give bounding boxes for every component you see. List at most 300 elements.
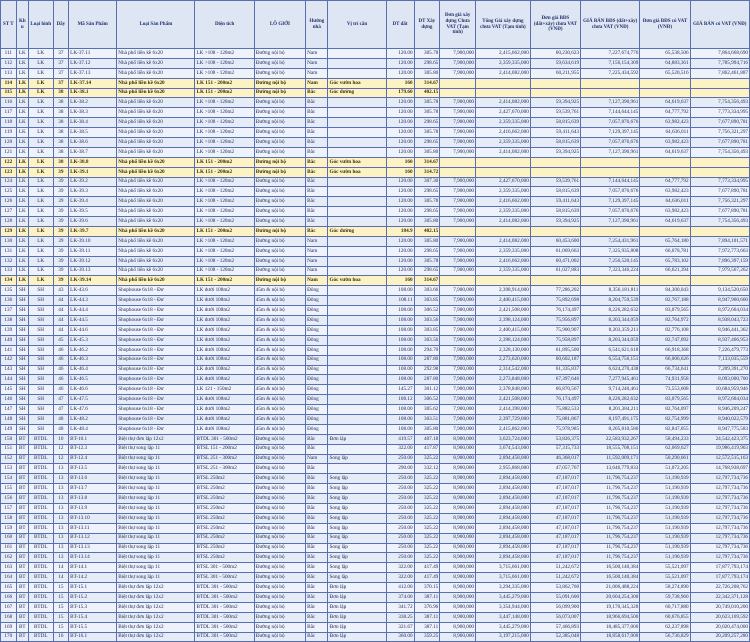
cell-huong: Đông [306,296,328,306]
cell-tonggia: 3,715,661,000 [476,573,531,583]
cell-tonggia: 3,294,335,000 [476,583,531,593]
cell-ma: LK-44.5 [69,316,117,326]
cell-huong: Bắc [306,533,328,543]
cell-log: Đường nội bộ [254,513,305,523]
cell-bds: 59,394,925 [530,147,580,157]
cell-kk: BT [16,444,28,454]
cell-dtdat: 321.67 [386,622,414,632]
cell-bds: 67,397,646 [530,375,580,385]
cell-log: Đường nội bộ [254,236,305,246]
table-row [1,236,750,246]
cell-loai: LK [28,108,53,118]
cell-loai: LK [28,128,53,138]
cell-loai: SH [28,316,53,326]
cell-ma: BT-13.7 [69,484,117,494]
cell-kk: BT [16,434,28,444]
cell-giabanvat: 12,797,734,736 [690,523,749,533]
cell-log: Đường nội bộ [254,108,305,118]
cell-dtdat: 120.00 [386,108,414,118]
cell-dongia: 8,900,000 [440,602,476,612]
cell-loaisp: Biệt thự song lập 11 [117,533,195,543]
cell-bdsvat: 65,783,102 [640,256,690,266]
cell-bdsvat: 60,717,880 [640,602,690,612]
table-row-highlighted [1,276,750,286]
cell-day: 13 [53,503,69,513]
cell-day: 38 [53,118,69,128]
cell-giaban: 8,226,282,632 [581,395,640,405]
cell-huong: Đông [306,395,328,405]
cell-dt: BTDL 301 - 500m2 [195,592,254,602]
cell-huong: Nam [306,276,328,286]
cell-tonggia: 2,414,082,000 [476,68,531,78]
cell-dongia: 7,900,000 [440,217,476,227]
cell-log: Đường nội bộ [254,276,305,286]
cell-ma: LK-44.4 [69,306,117,316]
cell-loaisp: Nhà phố liền kề 6x20 [117,58,195,68]
cell-huong: Bắc [306,187,328,197]
cell-giabanvat: 7,773,334,995 [690,177,749,187]
cell-day: 12 [53,444,69,454]
cell-loai: LK [28,187,53,197]
cell-dtdat: 250.00 [386,503,414,513]
cell-dtxd: 301.12 [414,385,440,395]
cell-kk: LK [16,236,28,246]
cell-dt: LK >108 - 120m2 [195,217,254,227]
cell-dtdat: 250.00 [386,523,414,533]
cell-kk: BT [16,494,28,504]
cell-kk: LK [16,88,28,98]
cell-day: 13 [53,494,69,504]
cell-giabanvat: 7,773,334,995 [690,108,749,118]
cell-dt: LK >108 - 120m2 [195,147,254,157]
cell-giaban: 11,796,754,237 [581,553,640,563]
column-header-dongia: Đơn giá xây dựng Chưa VAT (Tạm tính) [440,1,476,49]
cell-kk: LK [16,266,28,276]
cell-bdsvat: 60,676,855 [640,612,690,622]
cell-tonggia: 2,894,458,000 [476,513,531,523]
cell-bdsvat: 51,190,939 [640,523,690,533]
cell-dtdat: 120.00 [386,68,414,78]
table-row [1,405,750,415]
cell-giabanvat: 7,754,356,493 [690,98,749,108]
table-row [1,484,750,494]
cell-dt: LK 151 - 200m2 [195,276,254,286]
cell-bds: 55,091,600 [530,592,580,602]
table-row [1,325,750,335]
cell-giabanvat: 20,623,169,592 [690,612,749,622]
cell-bds: 77,286,202 [530,286,580,296]
cell-tonggia: 2,421,508,000 [476,395,531,405]
cell-giaban: 7,277,945,461 [581,375,640,385]
cell-loai: BTDL [28,513,53,523]
cell-dtxd: 359.25 [414,632,440,642]
cell-giabanvat: 8,947,960,660 [690,296,749,306]
cell-huong: Nam [306,256,328,266]
cell-dtxd: 402.15 [414,227,440,237]
cell-day: 10 [53,434,69,444]
cell-giaban: 11,796,754,237 [581,543,640,553]
cell-dtdat: 108.00 [386,316,414,326]
cell-giaban [581,276,640,286]
cell-giaban: 18,966,694,500 [581,612,640,622]
cell-loai: BTDL [28,622,53,632]
cell-dt: LK dưới 108m2 [195,424,254,434]
cell-giaban: 8,203,359,211 [581,325,640,335]
cell-day: 48 [53,414,69,424]
table-row [1,197,750,207]
cell-bds: 66,870,567 [530,385,580,395]
cell-dtxd: 305.80 [414,217,440,227]
cell-huong: Bắc [306,553,328,563]
cell-huong: Bắc [306,108,328,118]
cell-dtdat: 250.00 [386,484,414,494]
cell-ma: LK-38.3 [69,108,117,118]
cell-tonggia [476,167,531,177]
cell-bdsvat: 74,931,958 [640,375,690,385]
cell-kk: BT [16,513,28,523]
cell-dongia: 7,900,000 [440,296,476,306]
cell-loai: SH [28,355,53,365]
cell-day: 48 [53,424,69,434]
cell-stt: 136 [1,296,17,306]
table-row [1,474,750,484]
cell-dongia: 7,900,000 [440,49,476,59]
cell-tonggia: 3,354,944,000 [476,602,531,612]
cell-stt: 131 [1,246,17,256]
column-header-dtdat: DT đất [386,1,414,49]
cell-huong: Nam [306,246,328,256]
cell-bds [530,78,580,88]
cell-stt: 164 [1,573,17,583]
cell-ma: LK-39.11 [69,246,117,256]
cell-dtxd: 417.49 [414,563,440,573]
cell-huong: Bắc [306,177,328,187]
cell-loai: LK [28,167,53,177]
cell-ma: LK-46.6 [69,385,117,395]
table-row [1,632,750,642]
cell-giabanvat: 8,946,209,247 [690,405,749,415]
cell-ma: BT-16.1 [69,632,117,642]
cell-giabanvat: 7,754,356,493 [690,147,749,157]
cell-loai: SH [28,325,53,335]
column-header-bds: Đơn giá BĐS (đất+xây) chưa VAT (VNĐ) [530,1,580,49]
cell-vitri [328,187,386,197]
cell-dongia: 8,900,000 [440,474,476,484]
cell-kk: BT [16,454,28,464]
table-row [1,444,750,454]
cell-bds: 51,242,672 [530,573,580,583]
cell-huong: Bắc [306,217,328,227]
cell-bds: 75,882,533 [530,405,580,415]
cell-giabanvat [690,167,749,177]
cell-huong: Bắc [306,543,328,553]
cell-ma: LK-46.4 [69,365,117,375]
cell-stt: 138 [1,316,17,326]
cell-tonggia [476,227,531,237]
cell-dtxd: 387.11 [414,592,440,602]
column-header-dtxd: DT Xây dựng [414,1,440,49]
cell-log: Đường nội bộ [254,227,305,237]
cell-bdsvat: 63,982,423 [640,138,690,148]
cell-dongia: 7,900,000 [440,375,476,385]
cell-day: 39 [53,227,69,237]
cell-vitri [328,266,386,276]
cell-tonggia: 2,894,458,000 [476,553,531,563]
cell-vitri: Đơn lập [328,602,386,612]
cell-loaisp: Nhà phố liền kề 6x20 [117,217,195,227]
cell-dtdat: 250.00 [386,533,414,543]
cell-dongia: 7,900,000 [440,424,476,434]
cell-loaisp: Nhà phố liền kề 6x20 [117,207,195,217]
cell-ma: LK-37.13 [69,68,117,78]
cell-dt: LK >108 - 120m2 [195,197,254,207]
cell-dt: BTSL 250m2 [195,543,254,553]
table-row [1,217,750,227]
cell-tonggia [476,276,531,286]
cell-stt: 168 [1,612,17,622]
cell-dtxd: 387.11 [414,612,440,622]
cell-log: Đường nội bộ [254,573,305,583]
cell-bds: 47,187,017 [530,523,580,533]
cell-tonggia [476,88,531,98]
cell-log: Đường nội bộ [254,434,305,444]
cell-kk: SH [16,405,28,415]
cell-day: 39 [53,207,69,217]
cell-giabanvat: 12,797,734,736 [690,513,749,523]
cell-dt: LK dưới 108m2 [195,405,254,415]
cell-ma: LK-38.8 [69,157,117,167]
cell-loaisp: Biệt thự song lập 11 [117,494,195,504]
cell-kk: LK [16,58,28,68]
cell-dtdat: 108.00 [386,405,414,415]
cell-dtdat: 250.00 [386,454,414,464]
cell-dongia: 8,900,000 [440,464,476,474]
table-row [1,602,750,612]
cell-loaisp: Nhà phố liền kề 6x20 [117,118,195,128]
cell-huong: Đông [306,325,328,335]
cell-log: Đường nội bộ [254,553,305,563]
cell-giaban: 7,057,876,676 [581,118,640,128]
cell-ma: BT-15.2 [69,592,117,602]
cell-giaban: 18,485,377,000 [581,622,640,632]
cell-giaban: 7,325,935,808 [581,246,640,256]
table-row [1,434,750,444]
cell-loaisp: Biệt thự song lập 11 [117,563,195,573]
cell-stt: 134 [1,276,17,286]
table-row [1,177,750,187]
cell-stt: 111 [1,49,17,59]
cell-huong: Đông [306,335,328,345]
cell-loai: SH [28,424,53,434]
cell-giaban: 7,225,434,592 [581,68,640,78]
cell-kk: BT [16,573,28,583]
cell-dtdat: 108.12 [386,395,414,405]
cell-dtdat: 374.00 [386,592,414,602]
cell-tonggia: 2,427,670,000 [476,108,531,118]
cell-dtxd: 298.65 [414,138,440,148]
cell-giabanvat [690,88,749,98]
table-row [1,464,750,474]
cell-dtxd: 314.67 [414,78,440,88]
cell-tonggia: 2,398,124,000 [476,316,531,326]
cell-stt: 167 [1,602,17,612]
cell-bdsvat: 73,553,608 [640,385,690,395]
cell-huong: Nam [306,49,328,59]
table-row [1,583,750,593]
cell-ma: BT-13.6 [69,474,117,484]
cell-dtdat: 160 [386,157,414,167]
cell-stt: 140 [1,335,17,345]
cell-dtxd: 325.22 [414,543,440,553]
cell-dt: LK dưới 108m2 [195,335,254,345]
cell-log: 45m & nội bộ [254,375,305,385]
column-header-dt: Diện tích [195,1,254,49]
cell-dtdat: 120.00 [386,207,414,217]
cell-dtdat: 108.00 [386,306,414,316]
cell-vitri: Song lập [328,553,386,563]
cell-dtdat: 120.00 [386,246,414,256]
cell-dtxd: 305.62 [414,405,440,415]
cell-tonggia: 2,894,458,000 [476,543,531,553]
cell-dtxd: 298.65 [414,246,440,256]
cell-log: Đường nội bộ [254,49,305,59]
cell-bds: 75,892,698 [530,296,580,306]
cell-loai: SH [28,395,53,405]
cell-huong: Bắc [306,138,328,148]
cell-giaban: 7,127,390,961 [581,147,640,157]
cell-stt: 112 [1,58,17,68]
cell-dongia: 7,900,000 [440,355,476,365]
cell-giabanvat: 7,209,391,270 [690,365,749,375]
cell-bds: 47,187,017 [530,503,580,513]
cell-bdsvat: 66,918,368 [640,345,690,355]
cell-bds [530,157,580,167]
cell-vitri: Song lập [328,503,386,513]
cell-dtxd: 305.78 [414,49,440,59]
cell-log: Đường nội bộ [254,187,305,197]
cell-giaban: 11,592,009,171 [581,454,640,464]
cell-log: 45m & nội bộ [254,306,305,316]
cell-day: 39 [53,217,69,227]
cell-vitri: Đơn lập [328,632,386,642]
table-row [1,316,750,326]
cell-dt: LK >108 - 120m2 [195,236,254,246]
cell-giaban: 8,203,344,059 [581,335,640,345]
cell-bds: 56,073,007 [530,612,580,622]
cell-dt: LK dưới 108m2 [195,395,254,405]
cell-stt: 114 [1,78,17,88]
cell-bdsvat: 51,190,939 [640,494,690,504]
cell-dtdat: 179.60 [386,88,414,98]
cell-bdsvat: 63,982,423 [640,118,690,128]
cell-huong: Bắc [306,444,328,454]
cell-giabanvat: 8,972,604,034 [690,306,749,316]
cell-kk: BT [16,523,28,533]
cell-kk: SH [16,355,28,365]
cell-ma: LK-37.12 [69,58,117,68]
cell-dtdat: 120.00 [386,236,414,246]
cell-dongia: 7,900,000 [440,118,476,128]
cell-kk: SH [16,325,28,335]
cell-dongia: 7,900,000 [440,98,476,108]
cell-vitri: Đơn lập [328,434,386,444]
cell-dtdat: 120.00 [386,217,414,227]
cell-stt: 161 [1,543,17,553]
cell-giaban: 7,129,397,145 [581,128,640,138]
cell-loaisp: Biệt thự song lập 11 [117,484,195,494]
cell-vitri [328,207,386,217]
cell-dtdat: 120.00 [386,266,414,276]
table-row [1,414,750,424]
cell-vitri: Song lập [328,513,386,523]
cell-vitri [328,197,386,207]
cell-dtxd: 376.96 [414,602,440,612]
cell-bds: 61,069,663 [530,246,580,256]
cell-dongia: 7,900,000 [440,187,476,197]
cell-dt: LK 151 - 200m2 [195,167,254,177]
cell-day: 13 [53,533,69,543]
cell-ma: BT-13.5 [69,464,117,474]
cell-giabanvat: 22,726,208,762 [690,583,749,593]
cell-tonggia: 2,414,082,000 [476,236,531,246]
cell-log: Đường nội bộ [254,167,305,177]
column-header-ma: Mã Sản Phẩm [69,1,117,49]
cell-bds: 57,315,733 [530,444,580,454]
cell-bds [530,227,580,237]
cell-loaisp: Nhà phố liền kề 6x20 [117,276,195,286]
cell-bdsvat: 65,538,506 [640,49,690,59]
cell-ma: LK-46.3 [69,355,117,365]
cell-log: Đường nội bộ [254,583,305,593]
cell-giabanvat: 17,877,793,174 [690,563,749,573]
cell-vitri: Song lập [328,573,386,583]
cell-dongia: 7,900,000 [440,68,476,78]
cell-ma: BT-15.5 [69,622,117,632]
cell-vitri [328,217,386,227]
cell-vitri [328,335,386,345]
cell-loaisp: Shophouse 6x18 - Đư [117,345,195,355]
cell-tonggia: 2,415,662,000 [476,49,531,59]
cell-loai: LK [28,118,53,128]
cell-vitri: Song lập [328,523,386,533]
cell-tonggia: 2,359,335,000 [476,266,531,276]
cell-stt: 126 [1,197,17,207]
cell-stt: 159 [1,523,17,533]
cell-dt: BTSL 250m2 [195,503,254,513]
cell-day: 13 [53,523,69,533]
cell-huong: Bắc [306,197,328,207]
cell-dtxd: 325.22 [414,533,440,543]
cell-dtdat: 108.00 [386,325,414,335]
cell-day: 38 [53,108,69,118]
cell-vitri [328,68,386,78]
cell-dt: BTSL 250m2 [195,513,254,523]
cell-dongia: 8,900,000 [440,454,476,464]
cell-kk: LK [16,108,28,118]
cell-log: Đường nội bộ [254,474,305,484]
cell-vitri [328,405,386,415]
cell-bdsvat: 64,636,011 [640,197,690,207]
cell-dongia: 7,900,000 [440,197,476,207]
cell-giabanvat: 7,785,994,716 [690,58,749,68]
cell-dt: LK >108 - 120m2 [195,108,254,118]
table-row-highlighted [1,78,750,88]
cell-loai: LK [28,217,53,227]
cell-log: 45m & nội bộ [254,296,305,306]
table-row [1,385,750,395]
cell-bdsvat: 64,636,011 [640,128,690,138]
cell-dongia: 8,900,000 [440,632,476,642]
